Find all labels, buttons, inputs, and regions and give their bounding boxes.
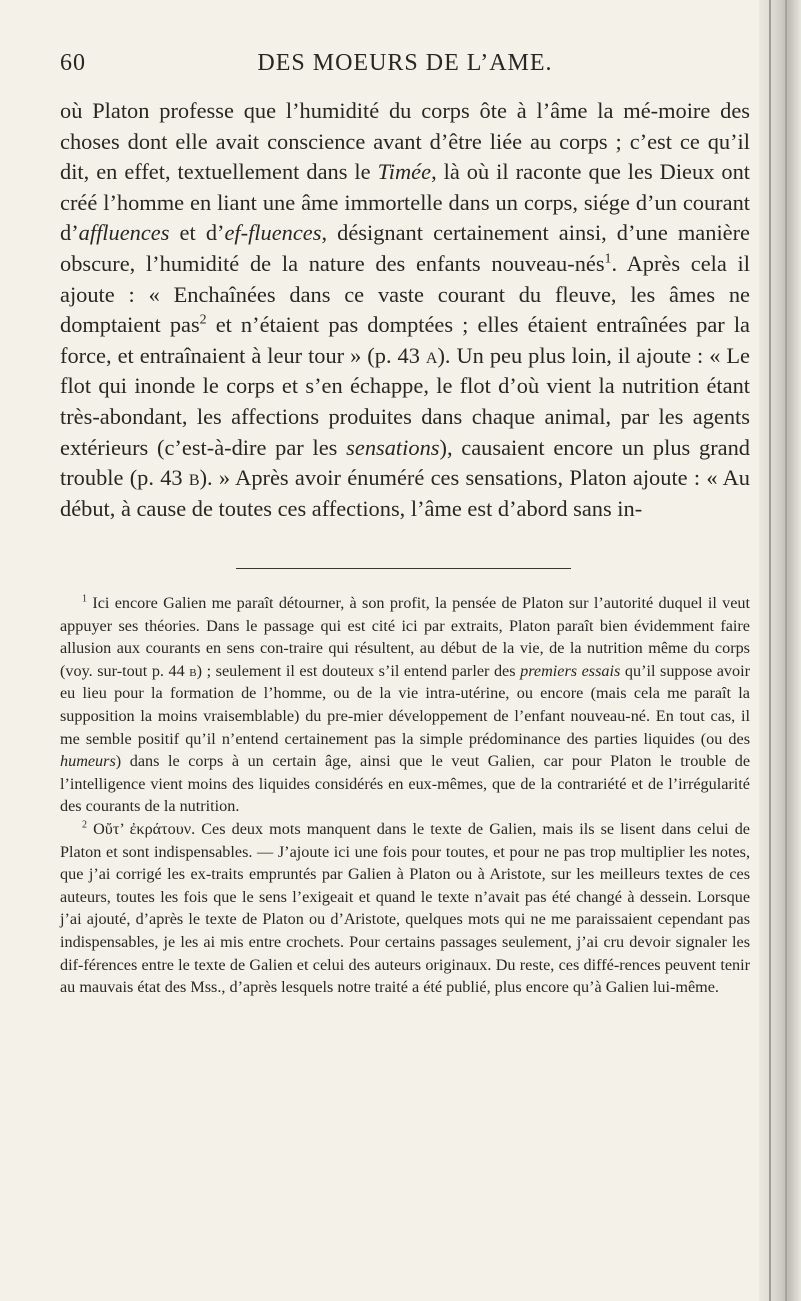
ref-letter-b: b — [188, 465, 200, 491]
footnote-separator — [236, 568, 571, 569]
page-binding-edge — [759, 0, 801, 1301]
italic-affluences: affluences — [78, 220, 170, 246]
italic-effluences: ef-fluences — [224, 220, 322, 246]
footnote-ref-2[interactable]: 2 — [199, 312, 207, 328]
footnotes — [60, 592, 750, 999]
footnote-number-2: 2 — [82, 819, 88, 831]
footnote-2: $^2$ Οὔτ’ ἐκράτουν. Ces deux mots manquent dans le texte de Galien, mais ils se lisent dans celui de Platon et sont indispensables. — J’ajoute ici une fois pour toutes, et pour ne pas trop multiplier les notes, que j’ai corrigé les ex-traits empruntés par Galien à Platon ou à Aristote, sur les meilleurs textes de ces auteurs, toutes les fois que le sens l’exigeait et quand le texte n’avait pas été changé à dessein. Lorsque j’ai ajouté, d’après le texte de Platon ou d’Aristote, quelques mots qui ne me paraissaient cependant pas indispensables, je les ai mis entre crochets. Pour certains passages seulement, j’ai cru devoir signaler les dif-férences entre le texte de Galien et celui des auteurs originaux. Du reste, ces diffé-rences peuvent tenir au mauvais état des Mss., d’après lesquels notre traité a été publié, plus encore qu’à Galien lui-même. — [60, 819, 750, 997]
page-number: 60 — [60, 50, 86, 76]
main-text — [60, 96, 750, 524]
page-header — [60, 50, 750, 84]
running-title: DES MOEURS DE L’AME. — [257, 50, 553, 76]
main-paragraph: où Platon professe que l’humidité du corps ôte à l’âme la mé-moire des choses dont elle avait conscience avant d’être liée au corps ; c’est ce qu’il dit, en effet, textuellement dans le Timée, là où il raconte que les Dieux ont créé l’homme en liant une âme immortelle dans un corps, siége d’un courant d’affluences et d’ef-fluences, désignant certainement ainsi, d’une manière obscure, l’humidité de la nature des enfants nouveau-nés$^1$. Après cela il ajoute : « Enchaînées dans ce vaste courant du fleuve, les âmes ne domptaient pas$^2$ et n’étaient pas domptées ; elles étaient entraînées par la force, et entraînaient à leur tour » (p. 43 a). Un peu plus loin, il ajoute : « Le flot qui inonde le corps et s’en échappe, le flot d’où vient la nutrition étant très-abondant, les affections produites dans chaque animal, par les agents extérieurs (c’est-à-dire par les sensations), causaient encore un plus grand trouble (p. 43 b). » Après avoir énuméré ces sensations, Platon ajoute : « Au début, à cause de toutes ces affections, l’âme est d’abord sans in- — [60, 98, 750, 521]
footnote-1: $^1$ Ici encore Galien me paraît détourner, à son profit, la pensée de Platon sur l’autorité duquel il veut appuyer ses théories. Dans le passage qui est cité ici par extraits, Platon paraît bien évidemment faire allusion aux courants en sens con-traire qui résultent, au début de la vie, de la nutrition même du corps (voy. sur-tout p. 44 b) ; seulement il est douteux s’il entend parler des premiers essais qu’il suppose avoir eu lieu pour la formation de l’homme, ou de la vie intra-utérine, ou encore (mais cela me paraît la supposition la moins vraisemblable) du pre-mier développement de l’enfant nouveau-né. En tout cas, il me semble positif qu’il n’entend certainement pas la simple prédominance des parties liquides (ou des humeurs) dans le corps à un certain âge, ainsi que le veut Galien, car pour Platon le trouble de l’intelligence vient moins des liquides considérés en eux-mêmes, que de la contrariété et de l’irrégularité des courants de la nutrition. — [60, 593, 751, 816]
ref-letter-a: a — [425, 342, 438, 368]
greek-phrase: Οὔτ’ ἐκράτουν. — [87, 819, 196, 838]
italic-sensations: sensations — [346, 434, 440, 460]
footnote-ref-1[interactable]: 1 — [604, 251, 612, 267]
italic-timee: Timée — [377, 159, 432, 185]
footnote-number-1: 1 — [82, 593, 88, 605]
